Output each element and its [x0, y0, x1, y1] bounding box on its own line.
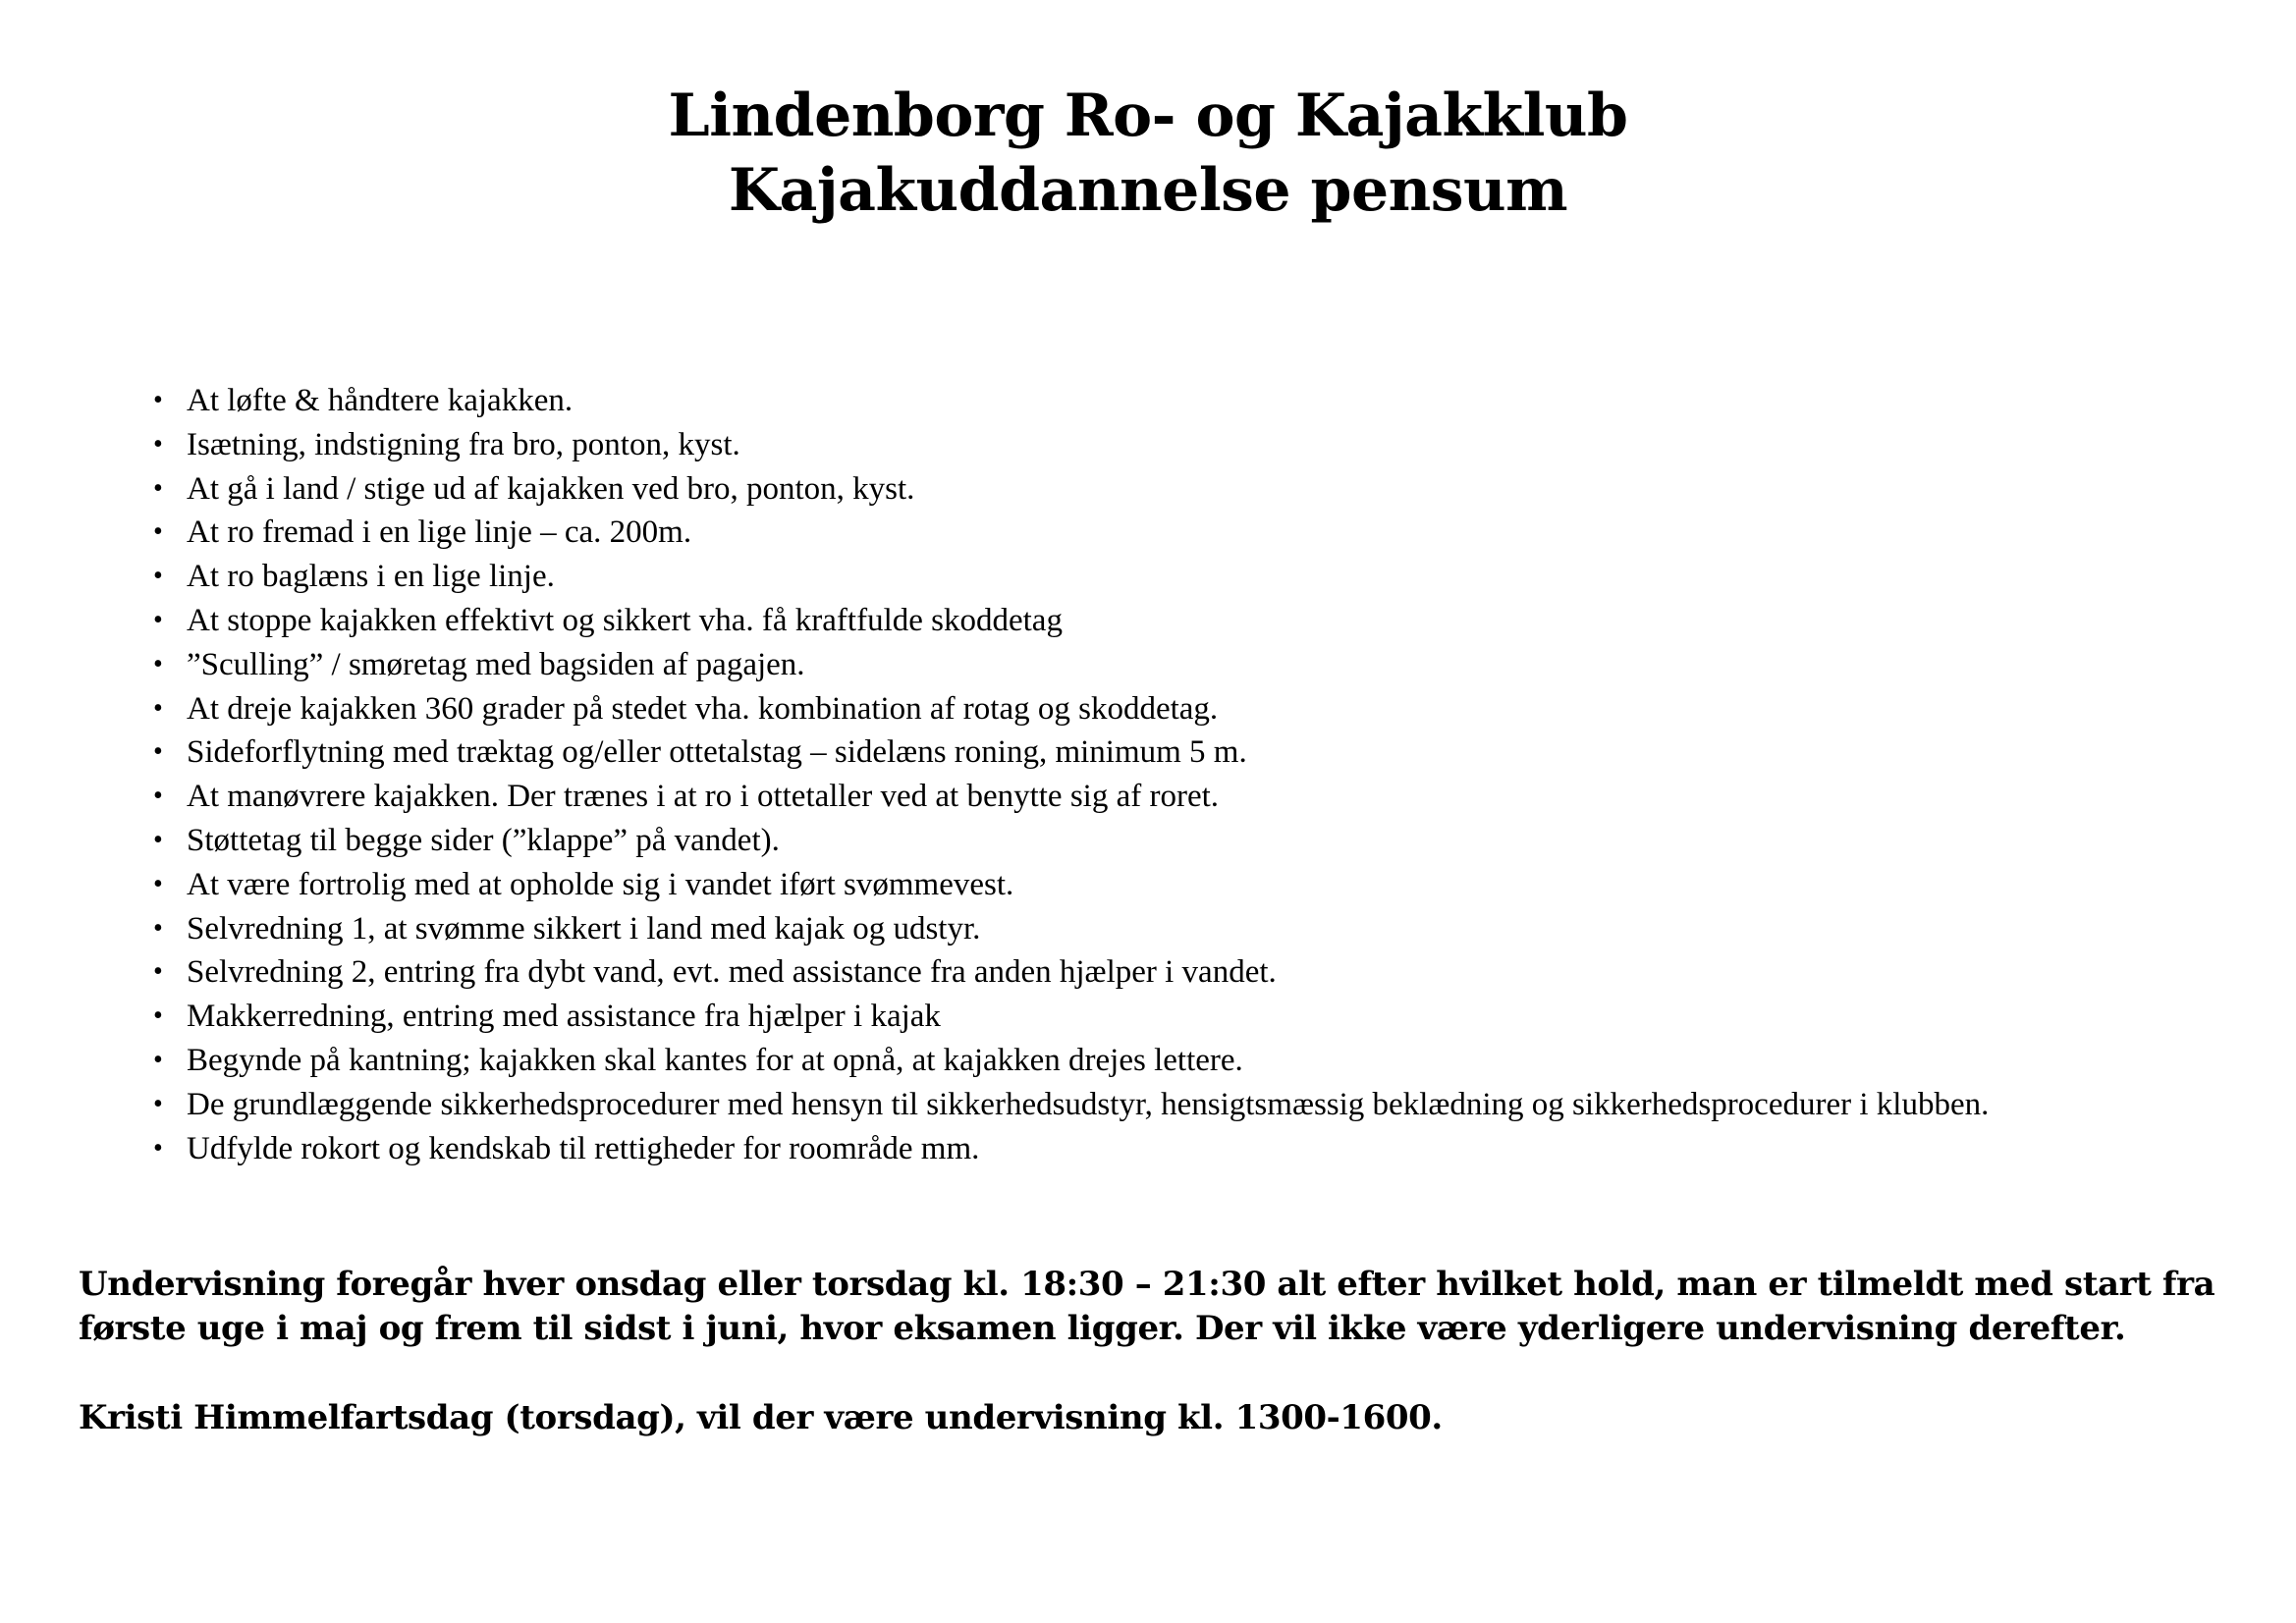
curriculum-heading: Kajakuddannelse pensum: [728, 156, 1568, 225]
bullet-icon: •: [153, 1044, 163, 1075]
list-item-text: Selvredning 2, entring fra dybt vand, evt. med assistance fra anden hjælper i vandet.: [187, 954, 1277, 991]
list-item: [147, 775, 2210, 819]
list-item-text: Makkerredning, entring med assistance fra hjælper i kajak: [187, 999, 941, 1035]
list-item: [147, 599, 2210, 643]
bullet-icon: •: [153, 692, 163, 724]
list-item-text: At dreje kajakken 360 grader på stedet vha. kombination af rotag og skoddetag.: [187, 690, 1219, 727]
list-item-text: Selvredning 1, at svømme sikkert i land med kajak og udstyr.: [187, 910, 981, 947]
list-item: [147, 687, 2210, 731]
list-item: [147, 1127, 2210, 1171]
list-item-text: At manøvrere kajakken. Der trænes i at ro i ottetaller ved at benytte sig af roret.: [187, 779, 1220, 815]
list-item-text: De grundlæggende sikkerhedsprocedurer med hensyn til sikkerhedsudstyr, hensigtsmæssig beklædning og sikkerhedsprocedurer i klubben.: [187, 1086, 1990, 1122]
schedule-paragraph: Undervisning foregår hver onsdag eller torsdag kl. 18:30 – 21:30 alt efter hvilket hold, man er tilmeldt med start fra første uge i maj og frem til sidst i juni, hvor eksamen ligger. Der vil ikke være yderligere undervisning derefter.: [79, 1265, 2215, 1348]
list-item: [147, 950, 2210, 995]
bullet-icon: •: [153, 781, 163, 812]
bullet-icon: •: [153, 648, 163, 679]
list-item: [147, 863, 2210, 907]
list-item-text: At løfte & håndtere kajakken.: [187, 383, 574, 418]
bullet-icon: •: [153, 428, 163, 460]
list-item: [147, 423, 2210, 467]
bullet-icon: •: [153, 1001, 163, 1032]
list-item-text: Udfylde rokort og kendskab til rettigheder for roområde mm.: [187, 1130, 980, 1166]
list-item: [147, 511, 2210, 555]
list-item-text: Støttetag til begge sider (”klappe” på vandet).: [187, 822, 780, 858]
bullet-icon: •: [153, 604, 163, 635]
list-item: [147, 379, 2210, 423]
club-name-heading: Lindenborg Ro- og Kajakklub: [668, 81, 1628, 150]
list-item-text: Begynde på kantning; kajakken skal kantes for at opnå, at kajakken drejes lettere.: [187, 1042, 1243, 1078]
bullet-icon: •: [153, 472, 163, 504]
list-item-text: Sideforflytning med træktag og/eller ottetalstag – sidelæns roning, minimum 5 m.: [187, 734, 1247, 771]
list-item-text: Isætning, indstigning fra bro, ponton, kyst.: [187, 426, 740, 462]
list-item-text: At gå i land / stige ud af kajakken ved bro, ponton, kyst.: [187, 470, 915, 507]
bullet-icon: •: [153, 385, 163, 415]
list-item-text: At ro fremad i en lige linje – ca. 200m.: [187, 514, 692, 551]
bullet-icon: •: [153, 956, 163, 988]
list-item: [147, 1039, 2210, 1083]
list-item-text: At være fortrolig med at opholde sig i vandet iført svømmevest.: [187, 866, 1014, 902]
holiday-paragraph: Kristi Himmelfartsdag (torsdag), vil der være undervisning kl. 1300-1600.: [79, 1398, 1443, 1437]
document-title: [0, 79, 2296, 228]
bullet-icon: •: [153, 912, 163, 944]
bullet-icon: •: [153, 1132, 163, 1163]
list-item: [147, 555, 2210, 599]
list-item: [147, 907, 2210, 951]
list-item: [147, 730, 2210, 775]
bullet-icon: •: [153, 516, 163, 548]
list-item: [147, 1083, 2210, 1127]
list-item-text: ”Sculling” / smøretag med bagsiden af pagajen.: [187, 646, 805, 682]
list-item: [147, 819, 2210, 863]
bullet-icon: •: [153, 736, 163, 768]
list-item-text: At ro baglæns i en lige linje.: [187, 559, 555, 595]
list-item: [147, 467, 2210, 512]
curriculum-list: [147, 379, 2210, 1170]
list-item: [147, 643, 2210, 687]
bullet-icon: •: [153, 824, 163, 855]
bullet-icon: •: [153, 868, 163, 899]
list-item-text: At stoppe kajakken effektivt og sikkert vha. få kraftfulde skoddetag: [187, 602, 1063, 638]
bullet-icon: •: [153, 1088, 163, 1119]
bullet-icon: •: [153, 561, 163, 592]
list-item: [147, 995, 2210, 1039]
